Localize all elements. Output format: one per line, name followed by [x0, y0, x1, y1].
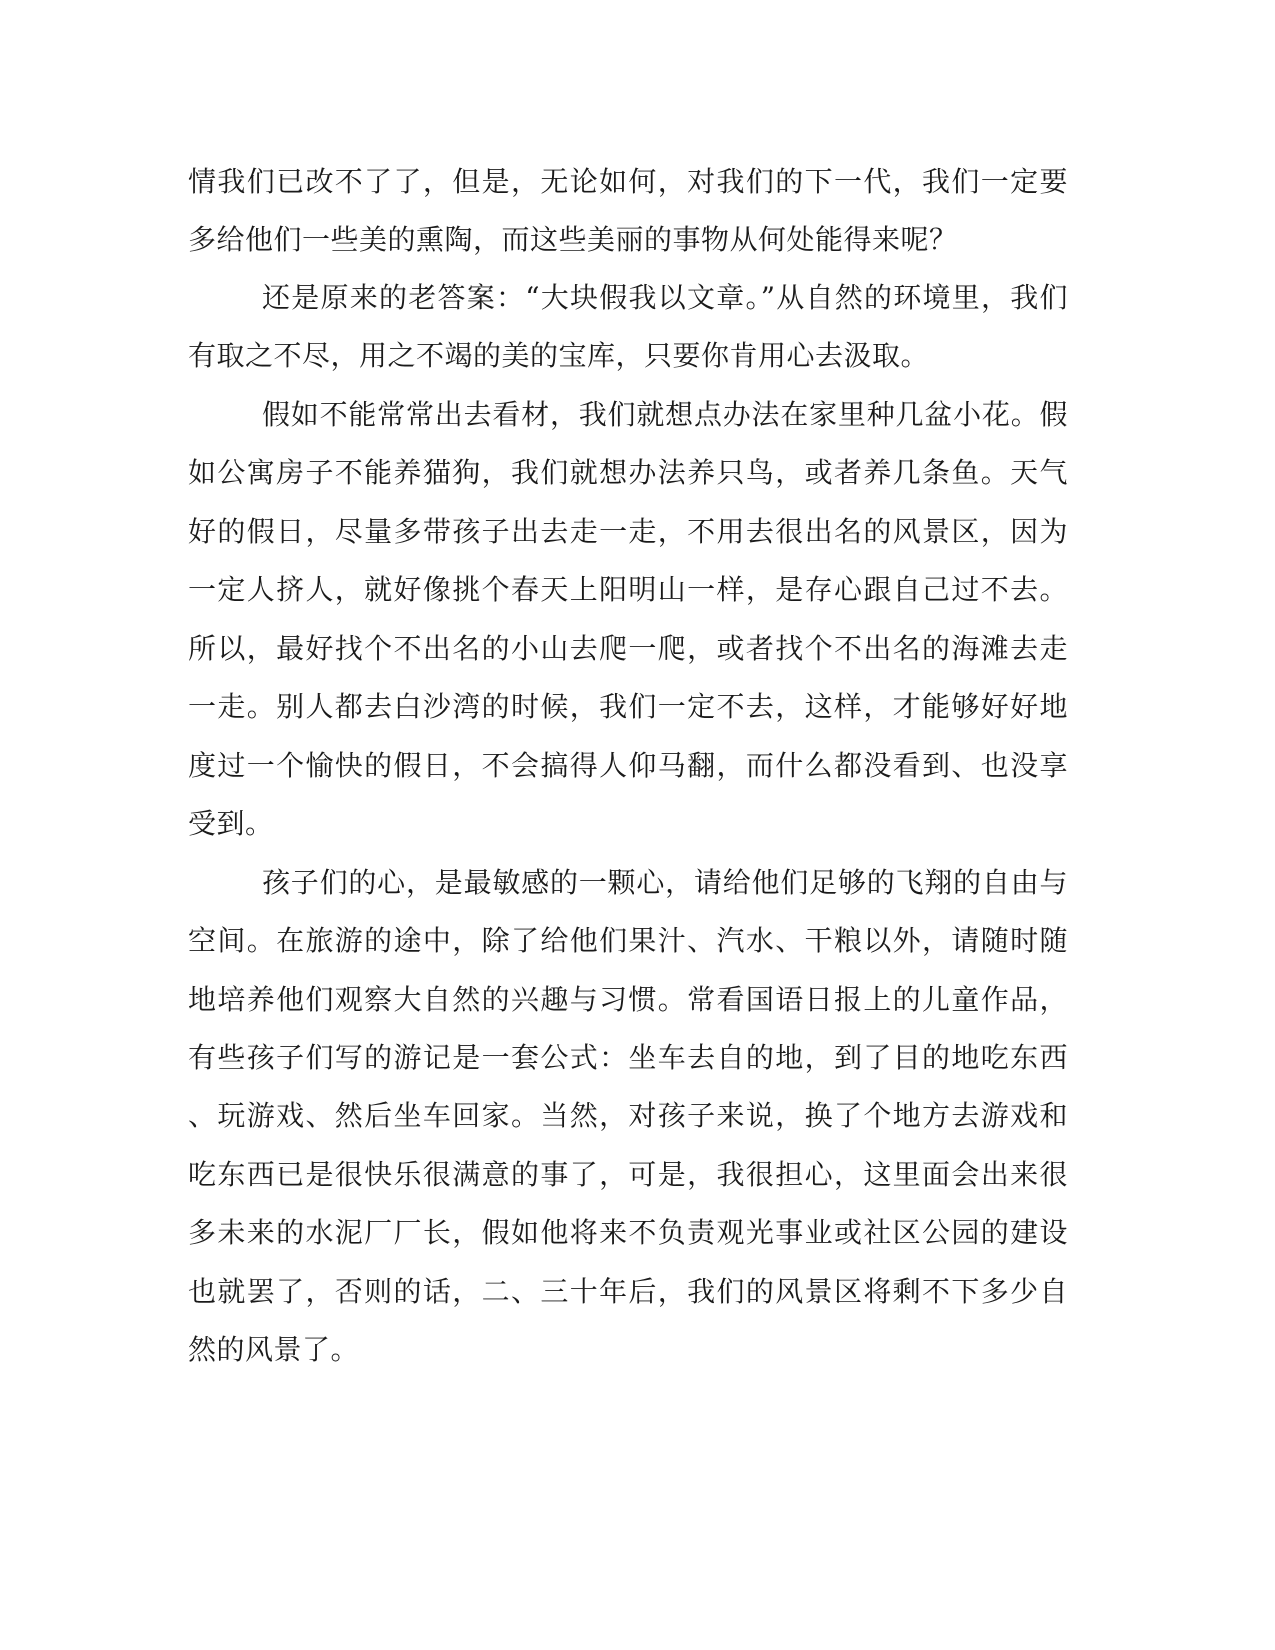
text-line: 受到。	[188, 807, 274, 840]
text-line: 假如不能常常出去看材，我们就想点办法在家里种几盆小花。假	[262, 398, 1068, 431]
text-line: 还是原来的老答案：“大块假我以文章。”从自然的环境里，我们	[262, 281, 1068, 314]
text-line: 有些孩子们写的游记是一套公式：坐车去自的地，到了目的地吃东西	[188, 1041, 1068, 1074]
text-line: 好的假日，尽量多带孩子出去走一走，不用去很出名的风景区，因为	[188, 515, 1068, 548]
text-line: 所以，最好找个不出名的小山去爬一爬，或者找个不出名的海滩去走	[188, 632, 1068, 665]
text-line: 地培养他们观察大自然的兴趣与习惯。常看国语日报上的儿童作品，	[188, 983, 1068, 1016]
text-line: 有取之不尽，用之不竭的美的宝库，只要你肯用心去汲取。	[188, 339, 930, 372]
text-line: 一定人挤人，就好像挑个春天上阳明山一样，是存心跟自己过不去。	[188, 573, 1068, 606]
text-line: 多未来的水泥厂厂长，假如他将来不负责观光事业或社区公园的建设	[188, 1216, 1068, 1249]
text-line: 空间。在旅游的途中，除了给他们果汁、汽水、干粮以外，请随时随	[188, 924, 1068, 957]
text-line: 情我们已改不了了，但是，无论如何，对我们的下一代，我们一定要	[188, 165, 1068, 198]
text-line: 吃东西已是很快乐很满意的事了，可是，我很担心，这里面会出来很	[188, 1158, 1068, 1191]
text-line: 然的风景了。	[188, 1333, 360, 1366]
text-line: 一走。别人都去白沙湾的时候，我们一定不去，这样，才能够好好地	[188, 690, 1068, 723]
text-line: 如公寓房子不能养猫狗，我们就想办法养只鸟，或者养几条鱼。天气	[188, 456, 1068, 489]
text-line: 也就罢了，否则的话，二、三十年后，我们的风景区将剩不下多少自	[188, 1275, 1068, 1308]
text-line: 、玩游戏、然后坐车回家。当然，对孩子来说，换了个地方去游戏和	[188, 1099, 1068, 1132]
text-line: 多给他们一些美的熏陶，而这些美丽的事物从何处能得来呢？	[188, 223, 958, 256]
text-line: 度过一个愉快的假日，不会搞得人仰马翻，而什么都没看到、也没享	[188, 749, 1068, 782]
text-line: 孩子们的心，是最敏感的一颗心，请给他们足够的飞翔的自由与	[262, 866, 1068, 899]
